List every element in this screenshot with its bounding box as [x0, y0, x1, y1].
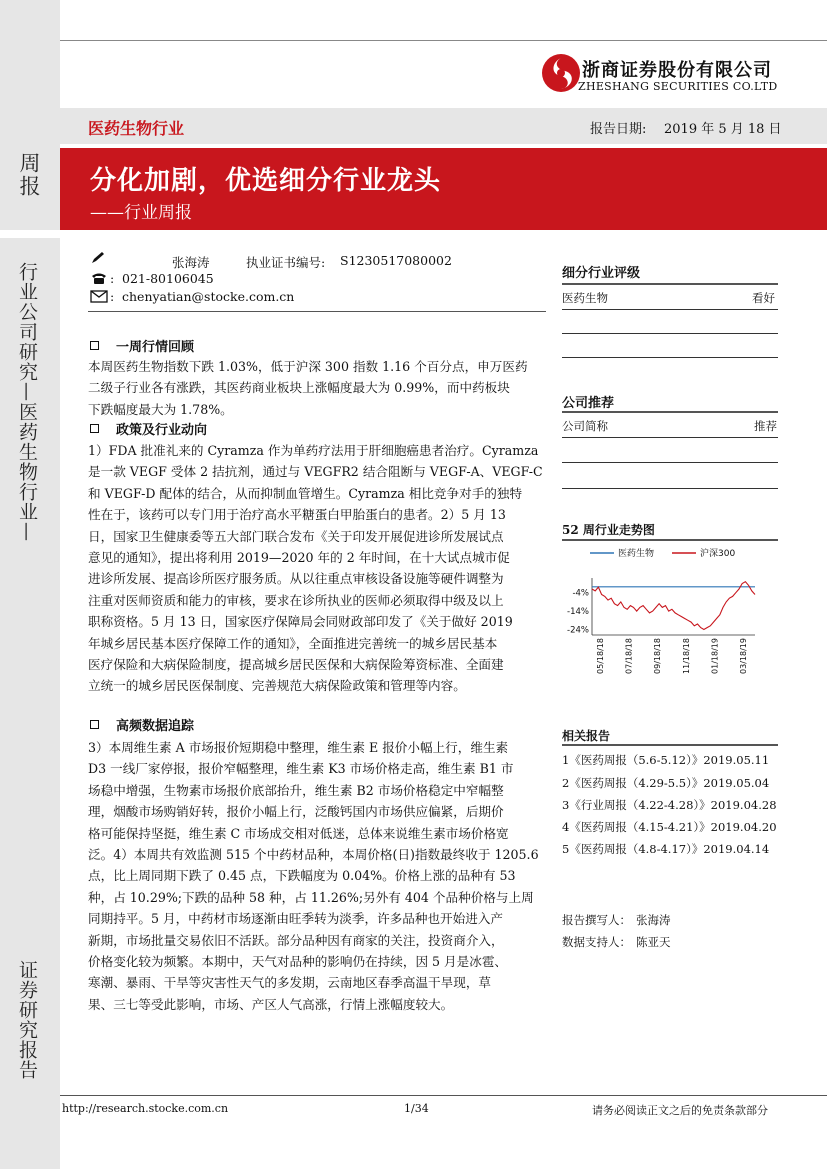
section-title-market-review: 一周行情回顾 — [116, 340, 195, 355]
cert-label: 执业证书编号: — [246, 255, 326, 270]
related-rule — [562, 744, 778, 746]
recommend-col-rating: 推荐 — [754, 419, 777, 433]
phone-icon — [90, 271, 108, 285]
recommend-title: 公司推荐 — [562, 396, 615, 411]
paragraph-line: 场稳中增强，生物素市场报价底部抬升，维生素 B2 市场价格稳定中窄幅整 — [88, 782, 504, 798]
securities-report-label: 证券研究报告 — [16, 960, 38, 1080]
x-tick-label: 11/18/18 — [681, 638, 691, 674]
legend-label: 沪深300 — [700, 549, 736, 559]
paragraph-line: 性在于，该药可以专门用于治疗高水平糖蛋白甲胎蛋白的患者。2）5 月 13 — [88, 507, 506, 523]
report-subtitle: ——行业周报 — [90, 203, 192, 223]
y-tick-label: -4% — [572, 588, 589, 599]
paragraph-line: 医疗保险和大病保险制度，提高城乡居民医保和大病保险筹资标准、全面建 — [88, 657, 504, 673]
paragraph-line: 果、三七等受此影响，市场、产区人气高涨，行情上涨幅度较大。 — [88, 996, 454, 1012]
paragraph-line: 是一款 VEGF 受体 2 拮抗剂，通过与 VEGFR2 结合阻断与 VEGF-A、VEGF-C — [88, 464, 543, 480]
paragraph-line: 同期持平。5 月，中药材市场逐渐由旺季转为淡季，许多品种也开始进入产 — [88, 911, 504, 927]
recommend-row-line — [562, 437, 778, 438]
rating-sector-value: 看好 — [752, 291, 775, 305]
related-report-item[interactable]: 4《医药周报（4.15-4.21）》2019.04.20 — [562, 820, 777, 834]
phone-label: : — [110, 271, 115, 286]
x-tick-label: 01/18/19 — [710, 638, 720, 674]
company-name-cn: 浙商证券股份有限公司 — [582, 60, 772, 81]
recommend-row-line — [562, 462, 778, 463]
weekly-label: 周报 — [17, 152, 41, 198]
industry-trend-chart — [560, 540, 785, 695]
section-title-data-tracking: 高频数据追踪 — [116, 719, 195, 734]
paragraph-line: 年城乡居民基本医疗保障工作的通知》，全面推进完善统一的城乡居民基本 — [88, 635, 498, 651]
paragraph-line: 1）FDA 批准礼来的 Cyramza 作为单药疗法用于肝细胞癌患者治疗。Cyramza — [88, 443, 539, 458]
company-logo-icon — [540, 52, 582, 94]
section-bullet-icon — [90, 720, 99, 729]
y-tick-label: -24% — [567, 625, 589, 636]
paragraph-line: 种，占 10.29%;下跌的品种 58 种，占 11.26%;另外有 404 个品种价格与上周 — [88, 889, 534, 905]
report-date-value: 2019 年 5 月 18 日 — [664, 122, 782, 137]
phone-number: 021-80106045 — [122, 271, 214, 286]
paragraph-line: 意见的通知》，提出将利用 2019—2020 年的 2 年时间，在十大试点城市促 — [88, 550, 510, 566]
top-rule — [60, 40, 827, 41]
related-report-item[interactable]: 2《医药周报（4.29-5.5）》2019.05.04 — [562, 776, 770, 790]
related-report-item[interactable]: 5《医药周报（4.8-4.17）》2019.04.14 — [562, 842, 770, 856]
paragraph-line: 泛。4）本周共有效监测 515 个中药材品种，本周价格(日)指数最终收于 1205.6 — [88, 847, 539, 863]
paragraph-line: 新期，市场批量交易依旧不活跃。部分品种因有商家的关注，投资商介入， — [88, 932, 504, 948]
company-name-en: ZHESHANG SECURITIES CO.LTD — [578, 80, 778, 93]
x-tick-label: 07/18/18 — [624, 638, 634, 674]
author-divider — [88, 311, 546, 312]
related-report-item[interactable]: 1《医药周报（5.6-5.12）》2019.05.11 — [562, 753, 770, 767]
paragraph-line: 理，烟酸市场购销好转，报价小幅上行，泛酸钙国内市场供应偏紧，后期价 — [88, 804, 504, 820]
footer-page-number: 1/34 — [404, 1102, 429, 1115]
rating-rule — [562, 283, 778, 285]
series-line-1 — [592, 582, 755, 630]
x-tick-label: 05/18/18 — [596, 638, 605, 674]
paragraph-line: 和 VEGF-D 配体的结合，从而抑制血管增生。Cyramza 相比竞争对手的独特 — [88, 485, 523, 501]
rating-row-line — [562, 357, 778, 358]
report-title: 分化加剧，优选细分行业龙头 — [90, 166, 442, 196]
paragraph-line: 价格变化较为频繁。本期中，天气对品种的影响仍在持续，因 5 月是冰雹、 — [88, 954, 508, 970]
paragraph-line: 注重对医师资质和能力的审核，要求在诊所执业的医师必须取得中级及以上 — [88, 592, 504, 608]
support-label: 数据支持人： — [562, 935, 631, 949]
cert-number: S1230517080002 — [340, 253, 452, 268]
x-tick-label: 03/18/19 — [739, 638, 748, 674]
paragraph-line: 下跌幅度最大为 1.78%。 — [88, 401, 233, 417]
section-bullet-icon — [90, 341, 99, 350]
writer-label: 报告撰写人： — [562, 913, 631, 927]
section-bullet-icon — [90, 424, 99, 433]
footer-disclaimer: 请务必阅读正文之后的免责条款部分 — [592, 1104, 768, 1117]
author-name: 张海涛 — [172, 255, 210, 270]
paragraph-line: 3）本周维生素 A 市场报价短期稳中整理，维生素 E 报价小幅上行，维生素 — [88, 740, 509, 755]
footer-rule — [60, 1095, 827, 1096]
left-side-gap — [0, 230, 60, 238]
paragraph-market-review — [88, 356, 546, 420]
mail-icon — [90, 290, 108, 303]
y-tick-label: -14% — [567, 607, 589, 618]
report-date-label: 报告日期: — [590, 122, 647, 137]
paragraph-line: 日，国家卫生健康委等五大部门联合发布《关于印发开展促进诊所发展试点 — [88, 528, 504, 544]
legend-label: 医药生物 — [618, 549, 655, 559]
section-title-policy: 政策及行业动向 — [116, 423, 208, 438]
paragraph-line: 点，比上周同期下跌了 0.45 点，下跌幅度为 0.04%。价格上涨的品种有 53 — [88, 868, 516, 884]
paragraph-line: 格可能保持坚挺，维生素 C 市场成交相对低迷，总体来说维生素市场价格宽 — [88, 825, 509, 841]
writer-name: 张海涛 — [636, 913, 671, 927]
recommend-col-company: 公司简称 — [562, 419, 608, 433]
chart-title: 52 周行业走势图 — [562, 523, 655, 537]
related-title: 相关报告 — [562, 729, 611, 743]
paragraph-line: 进诊所发展、提高诊所医疗服务质。从以往重点审核设备设施等硬件调整为 — [88, 571, 504, 587]
paragraph-policy — [88, 440, 546, 697]
footer-url[interactable]: http://research.stocke.com.cn — [62, 1102, 229, 1115]
paragraph-line: D3 一线厂家停报，报价窄幅整理，维生素 K3 市场价格走高，维生素 B1 市 — [88, 761, 514, 777]
support-name: 陈亚天 — [636, 935, 671, 949]
paragraph-line: 二级子行业各有涨跌，其医药商业板块上涨幅度最大为 0.99%，而中药板块 — [88, 380, 510, 396]
paragraph-line: 立统一的城乡居民医保制度、完善规范大病保险政策和管理等内容。 — [88, 678, 466, 694]
rating-sector-name: 医药生物 — [562, 291, 608, 305]
rating-title: 细分行业评级 — [562, 266, 641, 281]
paragraph-line: 职称资格。5 月 13 日，国家医疗保障局会同财政部印发了《关于做好 2019 — [88, 614, 513, 630]
email-address[interactable]: chenyatian@stocke.com.cn — [122, 289, 295, 304]
related-report-item[interactable]: 3《行业周报（4.22-4.28）》2019.04.28 — [562, 798, 777, 812]
recommend-rule — [562, 411, 778, 413]
paragraph-line: 本周医药生物指数下跌 1.03%，低于沪深 300 指数 1.16 个百分点，申万医药 — [88, 359, 528, 374]
email-label: : — [110, 289, 115, 304]
rating-row-line — [562, 333, 778, 334]
paragraph-data-tracking — [88, 737, 546, 1015]
industry-label: 医药生物行业 — [88, 119, 185, 138]
x-tick-label: 09/18/18 — [653, 638, 663, 674]
rating-row-line — [562, 309, 778, 310]
paragraph-line: 寒潮、暴雨、干旱等灾害性天气的多发期，云南地区春季高温干旱现，草 — [88, 975, 491, 991]
pen-icon — [90, 251, 106, 265]
research-category-label: 行业公司研究—医药生物行业— — [16, 262, 38, 542]
recommend-row-line — [562, 488, 778, 489]
